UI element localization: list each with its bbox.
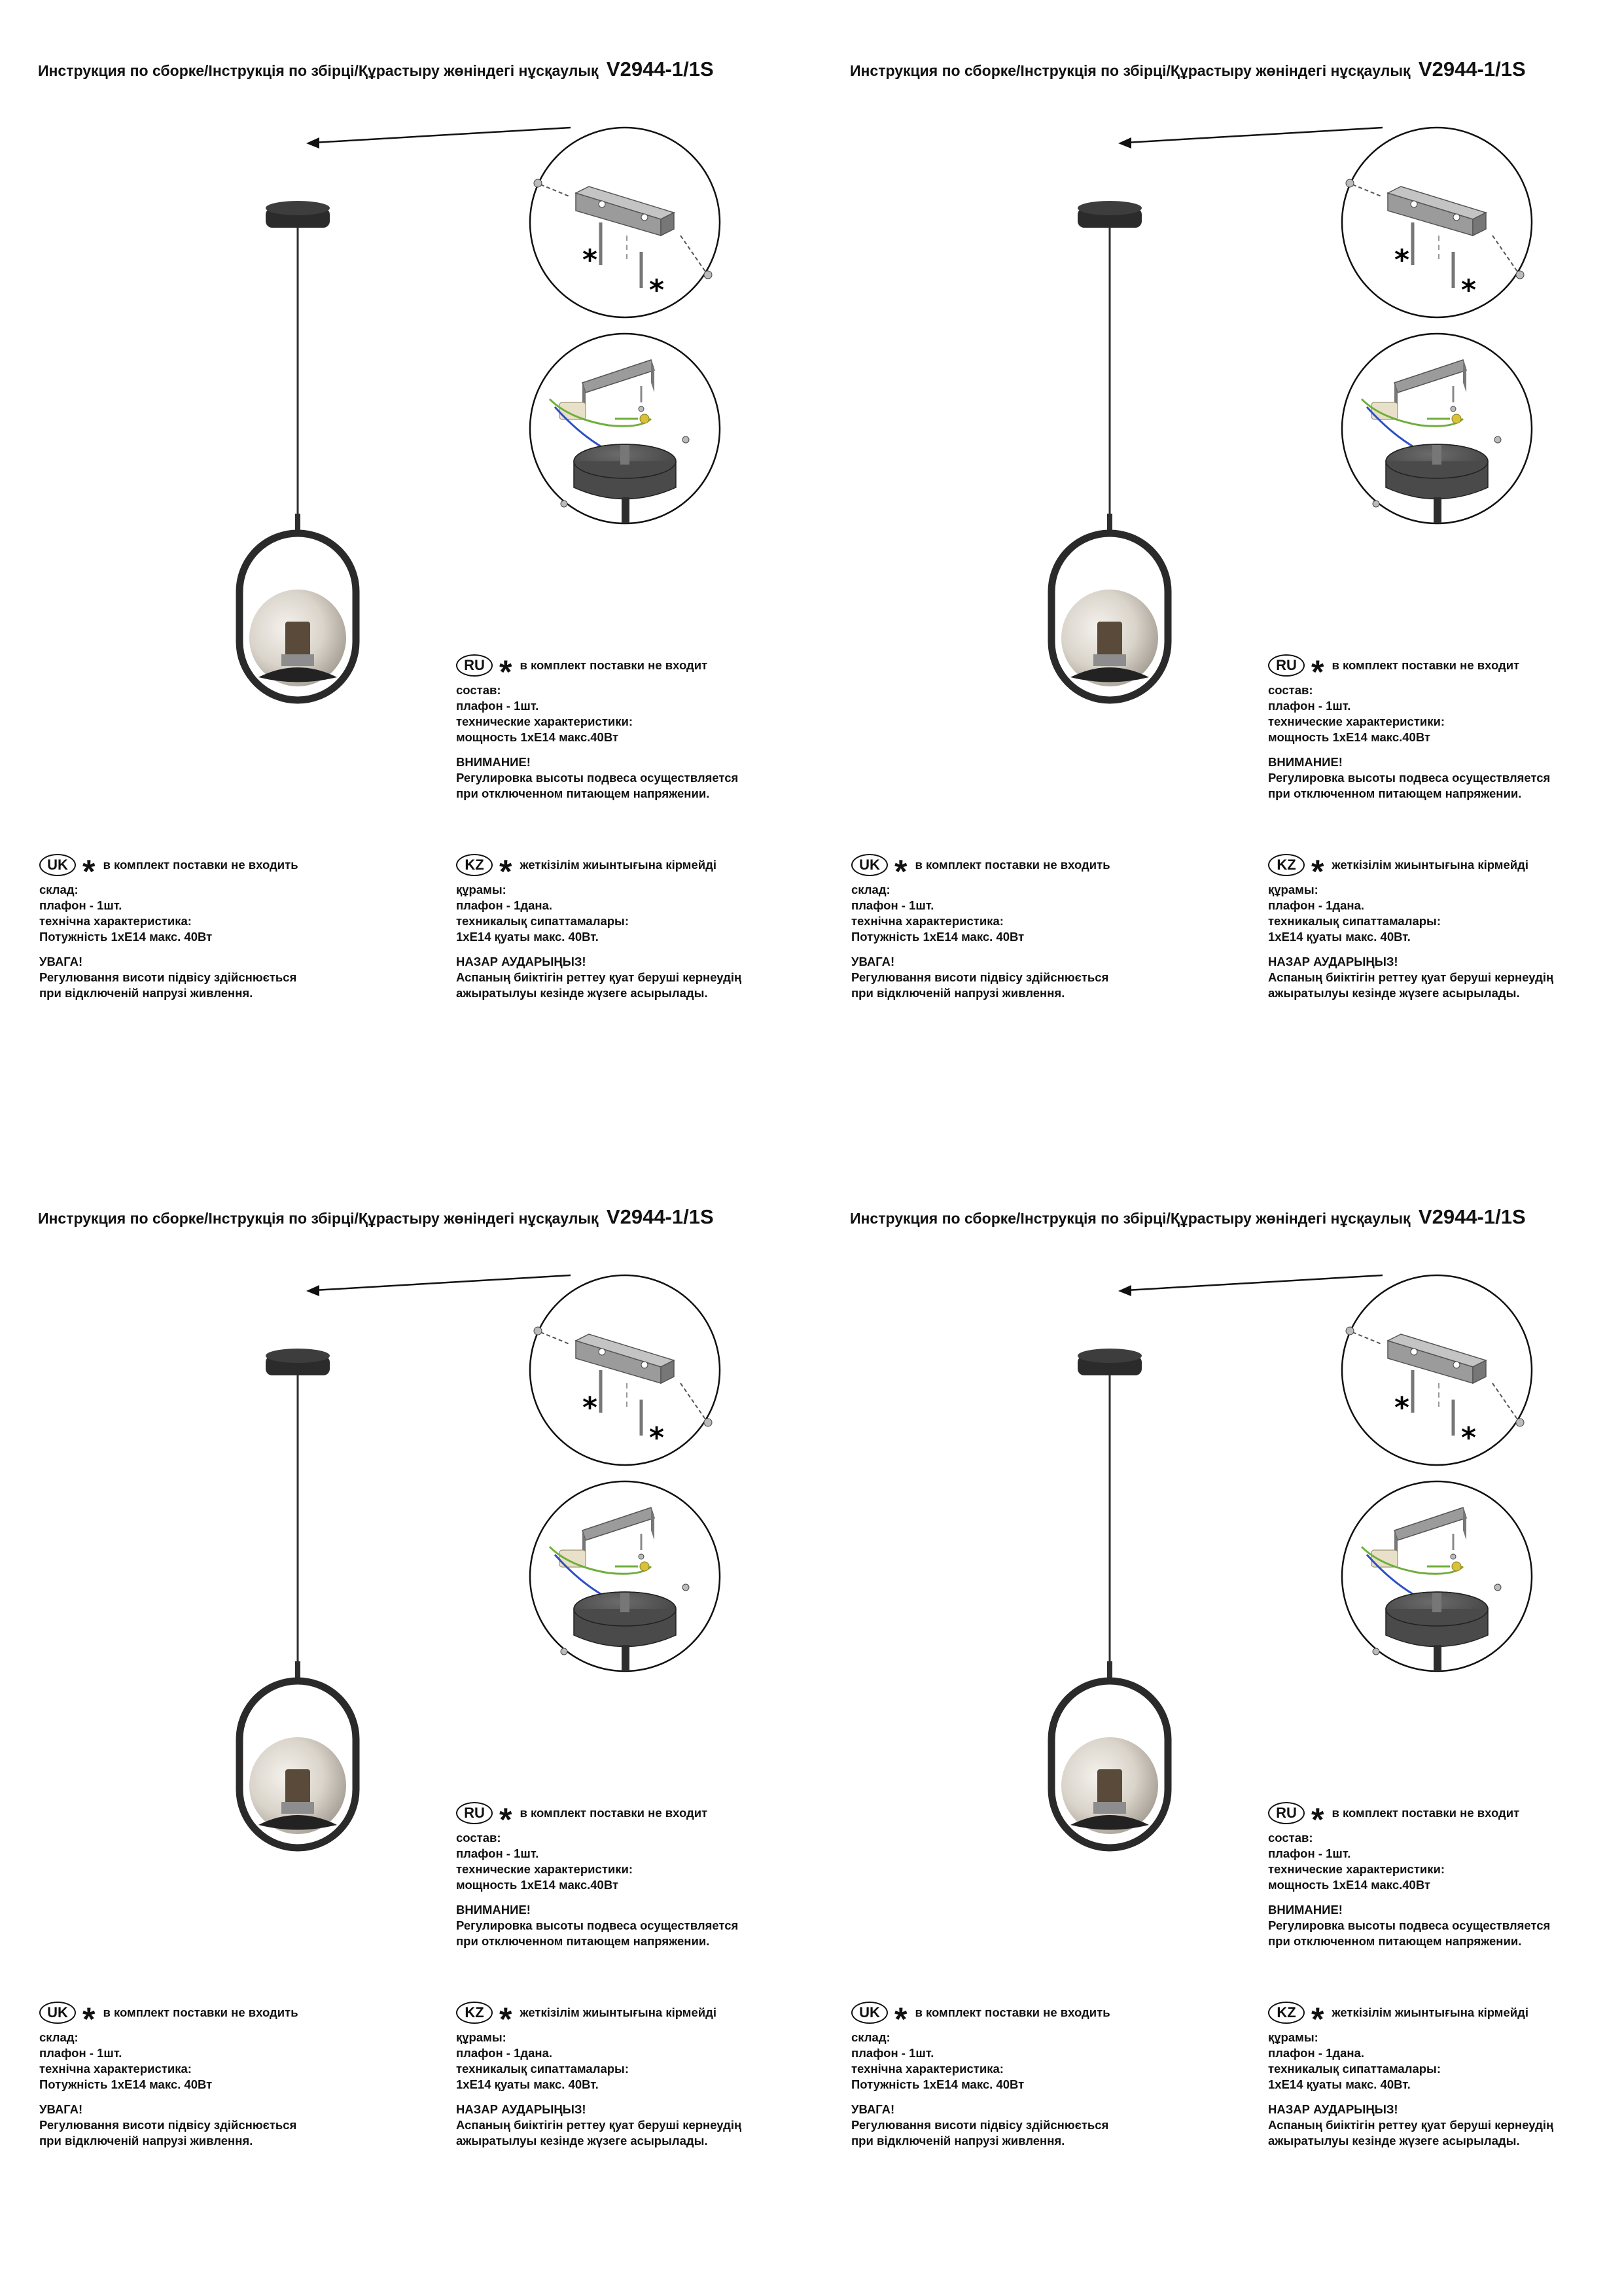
star-mark-left: * bbox=[1394, 243, 1410, 277]
kz-composition-label: құрамы: bbox=[1268, 2030, 1318, 2044]
ru-shade-count: плафон - 1шт. bbox=[456, 699, 539, 713]
uk-warning-title: УВАГА! bbox=[39, 955, 83, 968]
kz-info-block bbox=[1268, 1998, 1553, 2149]
detail-bracket bbox=[1342, 128, 1532, 317]
kz-language-badge: KZ bbox=[1268, 2002, 1305, 2024]
uk-warning-title: УВАГА! bbox=[851, 955, 895, 968]
kz-warning-title: НАЗАР АУДАРЫҢЫЗ! bbox=[456, 955, 586, 968]
uk-language-badge: UK bbox=[39, 854, 76, 876]
kz-shade-count: плафон - 1дана. bbox=[1268, 2046, 1364, 2060]
ru-composition-label: состав: bbox=[456, 1831, 501, 1845]
ru-warning-title: ВНИМАНИЕ! bbox=[456, 755, 531, 769]
kz-warning-line-1: Аспаның биіктігін реттеу қуат беруші кернеудің bbox=[1268, 2118, 1554, 2132]
uk-warning-line-1: Регулювання висоти підвісу здійснюється bbox=[39, 970, 297, 984]
detail-bracket bbox=[530, 1275, 720, 1465]
kz-not-included-note: жеткізілім жиынтығына кірмейді bbox=[1332, 2005, 1529, 2019]
star-icon: * bbox=[82, 853, 96, 890]
detail-wiring bbox=[530, 1481, 720, 1671]
kz-info-block bbox=[1268, 851, 1553, 1001]
uk-composition-label: склад: bbox=[39, 883, 79, 896]
kz-power-spec: 1хЕ14 қуаты макс. 40Вт. bbox=[1268, 2077, 1411, 2091]
kz-language-badge: KZ bbox=[1268, 854, 1305, 876]
star-mark-left: * bbox=[582, 243, 598, 277]
kz-warning-line-1: Аспаның биіктігін реттеу қуат беруші кернеудің bbox=[1268, 970, 1554, 984]
title-text: Инструкция по сборке/Інструкція по збірці/Құрастыру жөніндегі нұсқаулық bbox=[850, 62, 1411, 79]
kz-warning-title: НАЗАР АУДАРЫҢЫЗ! bbox=[1268, 2102, 1398, 2116]
instruction-bottom-right bbox=[812, 1148, 1624, 2295]
uk-specs-label: технічна характеристика: bbox=[39, 2062, 192, 2075]
ru-shade-count: плафон - 1шт. bbox=[456, 1846, 539, 1860]
kz-power-spec: 1хЕ14 қуаты макс. 40Вт. bbox=[1268, 930, 1411, 944]
ru-shade-count: плафон - 1шт. bbox=[1268, 699, 1351, 713]
instruction-top-left bbox=[0, 0, 812, 1148]
ru-warning-line-1: Регулировка высоты подвеса осуществляется bbox=[1268, 1918, 1551, 1932]
star-mark-right: * bbox=[1461, 274, 1477, 307]
ru-specs-label: технические характеристики: bbox=[1268, 715, 1445, 728]
kz-warning-line-1: Аспаның биіктігін реттеу қуат беруші кернеудің bbox=[456, 970, 742, 984]
uk-composition-label: склад: bbox=[39, 2030, 79, 2044]
star-icon: * bbox=[499, 2001, 512, 2038]
ru-warning-line-2: при отключенном питающем напряжении. bbox=[1268, 1934, 1522, 1948]
kz-language-badge: KZ bbox=[456, 854, 493, 876]
ceiling-canopy bbox=[1078, 1349, 1142, 1375]
title-text: Инструкция по сборке/Інструкція по збірці/Құрастыру жөніндегі нұсқаулық bbox=[38, 1210, 599, 1227]
uk-info-block bbox=[39, 851, 298, 1001]
detail-bracket bbox=[530, 128, 720, 317]
model-number: V2944-1/1S bbox=[1418, 58, 1526, 80]
uk-warning-line-2: при відключеній напрузі живлення. bbox=[851, 986, 1065, 1000]
star-icon: * bbox=[1311, 654, 1324, 690]
detail-wiring bbox=[1342, 1481, 1532, 1671]
kz-not-included-note: жеткізілім жиынтығына кірмейді bbox=[1332, 858, 1529, 872]
uk-not-included-note: в комплект поставки не входить bbox=[915, 2005, 1110, 2019]
kz-specs-label: техникалық сипаттамалары: bbox=[1268, 2062, 1441, 2075]
detail-wiring bbox=[1342, 334, 1532, 523]
ru-composition-label: состав: bbox=[1268, 1831, 1313, 1845]
ru-warning-title: ВНИМАНИЕ! bbox=[456, 1903, 531, 1916]
pendant-lamp bbox=[239, 533, 356, 700]
title-text: Инструкция по сборке/Інструкція по збірці/Құрастыру жөніндегі нұсқаулық bbox=[850, 1210, 1411, 1227]
instruction-top-right bbox=[812, 0, 1624, 1148]
uk-info-block bbox=[39, 1998, 298, 2149]
uk-specs-label: технічна характеристика: bbox=[39, 914, 192, 928]
kz-warning-line-2: ажыратылуы кезінде жүзеге асырылады. bbox=[456, 986, 708, 1000]
model-number: V2944-1/1S bbox=[606, 1205, 714, 1228]
pendant-lamp bbox=[239, 1681, 356, 1848]
ru-specs-label: технические характеристики: bbox=[456, 715, 633, 728]
uk-warning-title: УВАГА! bbox=[39, 2102, 83, 2116]
kz-warning-line-2: ажыратылуы кезінде жүзеге асырылады. bbox=[456, 2134, 708, 2147]
title-text: Инструкция по сборке/Інструкція по збірці/Құрастыру жөніндегі нұсқаулық bbox=[38, 62, 599, 79]
uk-warning-line-1: Регулювання висоти підвісу здійснюється bbox=[851, 2118, 1109, 2132]
star-icon: * bbox=[499, 1801, 512, 1838]
ceiling-canopy bbox=[1078, 201, 1142, 228]
star-icon: * bbox=[82, 2001, 96, 2038]
ceiling-canopy bbox=[266, 1349, 330, 1375]
uk-language-badge: UK bbox=[851, 854, 888, 876]
ru-composition-label: состав: bbox=[456, 683, 501, 697]
ceiling-canopy bbox=[266, 201, 330, 228]
ru-power-spec: мощность 1хЕ14 макс.40Вт bbox=[456, 1878, 619, 1892]
ru-composition-label: состав: bbox=[1268, 683, 1313, 697]
pointer-arrow bbox=[306, 128, 571, 149]
ru-not-included-note: в комплект поставки не входит bbox=[1332, 658, 1520, 672]
kz-info-block bbox=[456, 1998, 741, 2149]
star-mark-right: * bbox=[649, 274, 665, 307]
star-icon: * bbox=[499, 654, 512, 690]
uk-not-included-note: в комплект поставки не входить bbox=[103, 858, 298, 872]
star-icon: * bbox=[894, 853, 908, 890]
kz-power-spec: 1хЕ14 қуаты макс. 40Вт. bbox=[456, 2077, 599, 2091]
uk-power-spec: Потужність 1хЕ14 макс. 40Вт bbox=[851, 930, 1025, 944]
model-number: V2944-1/1S bbox=[606, 58, 714, 80]
ru-warning-line-1: Регулировка высоты подвеса осуществляется bbox=[456, 1918, 739, 1932]
uk-warning-title: УВАГА! bbox=[851, 2102, 895, 2116]
uk-not-included-note: в комплект поставки не входить bbox=[103, 2005, 298, 2019]
uk-specs-label: технічна характеристика: bbox=[851, 914, 1004, 928]
pendant-lamp bbox=[1051, 1681, 1168, 1848]
uk-composition-label: склад: bbox=[851, 2030, 891, 2044]
uk-language-badge: UK bbox=[39, 2002, 76, 2024]
ru-power-spec: мощность 1хЕ14 макс.40Вт bbox=[1268, 1878, 1431, 1892]
pointer-arrow bbox=[306, 1275, 571, 1296]
detail-bracket bbox=[1342, 1275, 1532, 1465]
kz-shade-count: плафон - 1дана. bbox=[456, 898, 552, 912]
kz-language-badge: KZ bbox=[456, 2002, 493, 2024]
star-mark-right: * bbox=[1461, 1421, 1477, 1455]
star-mark-left: * bbox=[582, 1391, 598, 1424]
uk-not-included-note: в комплект поставки не входить bbox=[915, 858, 1110, 872]
kz-specs-label: техникалық сипаттамалары: bbox=[456, 2062, 629, 2075]
uk-warning-line-1: Регулювання висоти підвісу здійснюється bbox=[39, 2118, 297, 2132]
ru-language-badge: RU bbox=[456, 1802, 493, 1824]
uk-power-spec: Потужність 1хЕ14 макс. 40Вт bbox=[39, 930, 213, 944]
uk-info-block bbox=[851, 851, 1110, 1001]
ru-warning-line-1: Регулировка высоты подвеса осуществляется bbox=[1268, 771, 1551, 785]
ru-language-badge: RU bbox=[1268, 654, 1305, 677]
ru-warning-title: ВНИМАНИЕ! bbox=[1268, 1903, 1343, 1916]
star-icon: * bbox=[1311, 1801, 1324, 1838]
uk-info-block bbox=[851, 1998, 1110, 2149]
star-icon: * bbox=[894, 2001, 908, 2038]
uk-language-badge: UK bbox=[851, 2002, 888, 2024]
star-mark-right: * bbox=[649, 1421, 665, 1455]
kz-not-included-note: жеткізілім жиынтығына кірмейді bbox=[520, 2005, 717, 2019]
ru-specs-label: технические характеристики: bbox=[1268, 1862, 1445, 1876]
star-icon: * bbox=[1311, 2001, 1324, 2038]
ru-info-block bbox=[456, 651, 738, 802]
ru-warning-line-2: при отключенном питающем напряжении. bbox=[456, 1934, 710, 1948]
ru-specs-label: технические характеристики: bbox=[456, 1862, 633, 1876]
kz-warning-title: НАЗАР АУДАРЫҢЫЗ! bbox=[456, 2102, 586, 2116]
ru-warning-line-2: при отключенном питающем напряжении. bbox=[1268, 786, 1522, 800]
ru-warning-line-1: Регулировка высоты подвеса осуществляется bbox=[456, 771, 739, 785]
uk-power-spec: Потужність 1хЕ14 макс. 40Вт bbox=[851, 2077, 1025, 2091]
model-number: V2944-1/1S bbox=[1418, 1205, 1526, 1228]
ru-power-spec: мощность 1хЕ14 макс.40Вт bbox=[456, 730, 619, 744]
uk-warning-line-2: при відключеній напрузі живлення. bbox=[851, 2134, 1065, 2147]
ru-info-block bbox=[1268, 1799, 1550, 1949]
kz-warning-line-2: ажыратылуы кезінде жүзеге асырылады. bbox=[1268, 2134, 1520, 2147]
ru-info-block bbox=[456, 1799, 738, 1949]
kz-specs-label: техникалық сипаттамалары: bbox=[1268, 914, 1441, 928]
ru-power-spec: мощность 1хЕ14 макс.40Вт bbox=[1268, 730, 1431, 744]
kz-info-block bbox=[456, 851, 741, 1001]
ru-warning-title: ВНИМАНИЕ! bbox=[1268, 755, 1343, 769]
uk-warning-line-2: при відключеній напрузі живлення. bbox=[39, 986, 253, 1000]
star-icon: * bbox=[499, 853, 512, 890]
kz-specs-label: техникалық сипаттамалары: bbox=[456, 914, 629, 928]
detail-wiring bbox=[530, 334, 720, 523]
uk-shade-count: плафон - 1шт. bbox=[39, 2046, 122, 2060]
uk-shade-count: плафон - 1шт. bbox=[851, 2046, 934, 2060]
kz-shade-count: плафон - 1дана. bbox=[456, 2046, 552, 2060]
instruction-bottom-left bbox=[0, 1148, 812, 2295]
star-icon: * bbox=[1311, 853, 1324, 890]
kz-warning-line-1: Аспаның биіктігін реттеу қуат беруші кернеудің bbox=[456, 2118, 742, 2132]
kz-shade-count: плафон - 1дана. bbox=[1268, 898, 1364, 912]
pointer-arrow bbox=[1118, 128, 1383, 149]
ru-shade-count: плафон - 1шт. bbox=[1268, 1846, 1351, 1860]
ru-not-included-note: в комплект поставки не входит bbox=[520, 1806, 708, 1820]
kz-not-included-note: жеткізілім жиынтығына кірмейді bbox=[520, 858, 717, 872]
kz-composition-label: құрамы: bbox=[456, 883, 506, 896]
uk-composition-label: склад: bbox=[851, 883, 891, 896]
uk-warning-line-1: Регулювання висоти підвісу здійснюється bbox=[851, 970, 1109, 984]
uk-power-spec: Потужність 1хЕ14 макс. 40Вт bbox=[39, 2077, 213, 2091]
ru-language-badge: RU bbox=[1268, 1802, 1305, 1824]
uk-shade-count: плафон - 1шт. bbox=[39, 898, 122, 912]
kz-composition-label: құрамы: bbox=[1268, 883, 1318, 896]
uk-shade-count: плафон - 1шт. bbox=[851, 898, 934, 912]
pendant-lamp bbox=[1051, 533, 1168, 700]
uk-specs-label: технічна характеристика: bbox=[851, 2062, 1004, 2075]
kz-power-spec: 1хЕ14 қуаты макс. 40Вт. bbox=[456, 930, 599, 944]
ru-not-included-note: в комплект поставки не входит bbox=[520, 658, 708, 672]
ru-warning-line-2: при отключенном питающем напряжении. bbox=[456, 786, 710, 800]
kz-warning-line-2: ажыратылуы кезінде жүзеге асырылады. bbox=[1268, 986, 1520, 1000]
ru-info-block bbox=[1268, 651, 1550, 802]
kz-composition-label: құрамы: bbox=[456, 2030, 506, 2044]
uk-warning-line-2: при відключеній напрузі живлення. bbox=[39, 2134, 253, 2147]
kz-warning-title: НАЗАР АУДАРЫҢЫЗ! bbox=[1268, 955, 1398, 968]
ru-language-badge: RU bbox=[456, 654, 493, 677]
ru-not-included-note: в комплект поставки не входит bbox=[1332, 1806, 1520, 1820]
pointer-arrow bbox=[1118, 1275, 1383, 1296]
star-mark-left: * bbox=[1394, 1391, 1410, 1424]
